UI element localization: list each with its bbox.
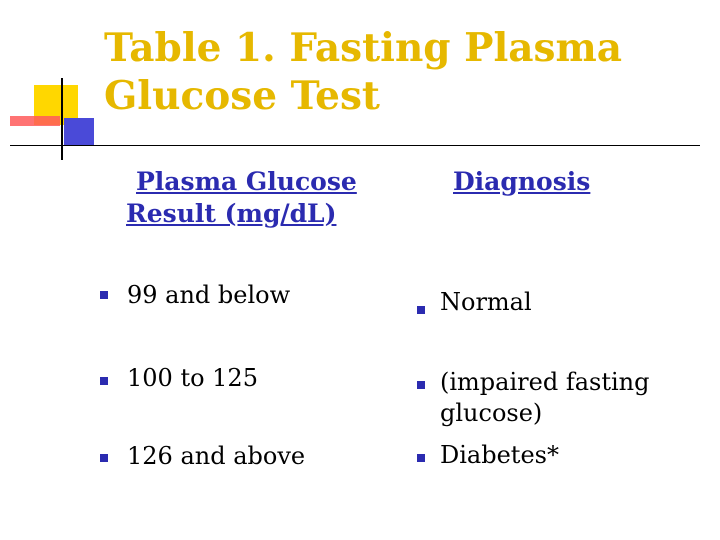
decorative-red-bar — [10, 116, 60, 126]
diagnosis-item: (impaired fasting glucose) — [440, 368, 650, 427]
glucose-range-item: 126 and above — [127, 442, 306, 470]
decorative-blue-square — [64, 118, 94, 146]
diagnosis-item: Diabetes* — [440, 441, 559, 469]
title-divider-line — [10, 145, 700, 146]
slide-title-line-1: Table 1. Fasting Plasma — [104, 25, 623, 71]
decorative-vertical-rule — [61, 78, 63, 160]
slide-title-line-2: Glucose Test — [104, 73, 380, 119]
diagnosis-item: Normal — [440, 288, 532, 316]
bullet-icon — [417, 454, 425, 462]
bullet-icon — [100, 291, 108, 299]
glucose-result-column-header — [126, 166, 406, 230]
bullet-icon — [417, 381, 425, 389]
diagnosis-column-header: Diagnosis — [453, 167, 591, 196]
glucose-range-item: 100 to 125 — [127, 364, 258, 392]
bullet-icon — [100, 454, 108, 462]
slide-title — [104, 24, 704, 120]
glucose-header-line-2: Result (mg/dL) — [126, 199, 337, 228]
glucose-range-item: 99 and below — [127, 281, 291, 309]
bullet-icon — [417, 306, 425, 314]
glucose-header-line-1: Plasma Glucose — [136, 167, 357, 196]
bullet-icon — [100, 377, 108, 385]
